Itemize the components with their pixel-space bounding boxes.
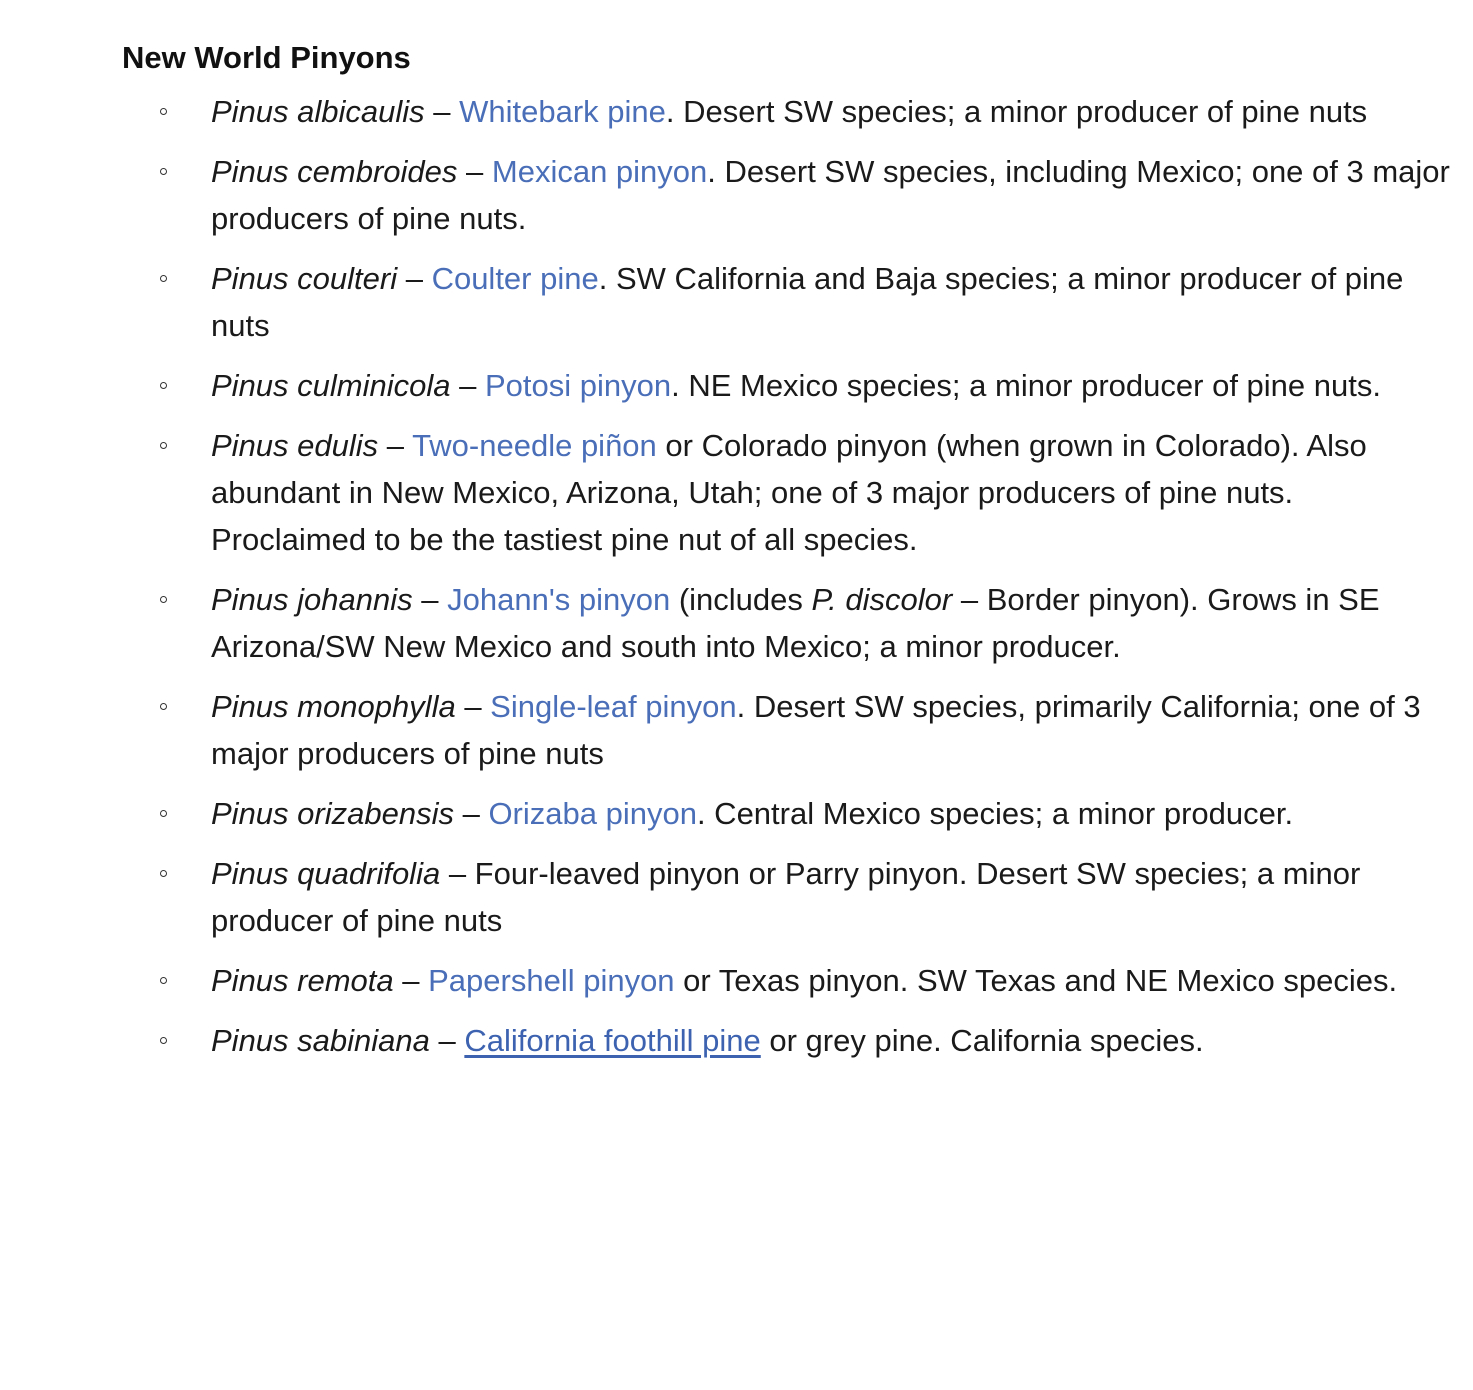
list-item-pinus-orizabensis bbox=[122, 790, 1452, 837]
list-item-pinus-johannis bbox=[122, 576, 1452, 670]
list-item-pinus-cembroides bbox=[122, 148, 1452, 242]
hollow-circle-bullet-icon bbox=[160, 382, 167, 389]
list-item-pinus-coulteri bbox=[122, 255, 1452, 349]
dash: – bbox=[412, 582, 448, 617]
description: . Desert SW species, including Mexico; one of 3 major producers of pine nuts. bbox=[211, 154, 1450, 236]
description: . SW California and Baja species; a minor producer of pine nuts bbox=[211, 261, 1404, 343]
scientific-name: Pinus sabiniana bbox=[211, 1023, 430, 1058]
hollow-circle-bullet-icon bbox=[160, 168, 167, 175]
species-list bbox=[122, 88, 1452, 1064]
list-item-pinus-culminicola bbox=[122, 362, 1452, 409]
hollow-circle-bullet-icon bbox=[160, 1037, 167, 1044]
common-name-link[interactable]: Mexican pinyon bbox=[491, 154, 708, 189]
related-scientific-name: P. discolor bbox=[811, 582, 953, 617]
scientific-name: Pinus culminicola bbox=[211, 368, 451, 403]
description: . Desert SW species; a minor producer of pine nuts bbox=[665, 94, 1368, 129]
new-world-pinyons-section bbox=[122, 36, 1452, 1077]
list-item-pinus-monophylla bbox=[122, 683, 1452, 777]
hollow-circle-bullet-icon bbox=[160, 870, 167, 877]
list-item-pinus-sabiniana bbox=[122, 1017, 1452, 1064]
list-item-pinus-edulis bbox=[122, 422, 1452, 563]
scientific-name: Pinus edulis bbox=[211, 428, 379, 463]
dash: – bbox=[429, 1023, 465, 1058]
description: . NE Mexico species; a minor producer of pine nuts. bbox=[671, 368, 1381, 403]
scientific-name: Pinus albicaulis bbox=[211, 94, 425, 129]
common-name-link[interactable]: Papershell pinyon bbox=[428, 963, 675, 998]
common-name-link[interactable]: Orizaba pinyon bbox=[488, 796, 697, 831]
list-item-pinus-remota bbox=[122, 957, 1452, 1004]
dash: – bbox=[450, 368, 485, 403]
dash: – bbox=[457, 154, 492, 189]
scientific-name: Pinus johannis bbox=[211, 582, 413, 617]
hollow-circle-bullet-icon bbox=[160, 442, 167, 449]
description-part-b: – Border pinyon). Grows in SE Arizona/SW New Mexico and south into Mexico; a minor producer. bbox=[211, 582, 1380, 664]
common-name-link[interactable]: Two-needle piñon bbox=[412, 428, 657, 463]
scientific-name: Pinus quadrifolia bbox=[211, 856, 441, 891]
list-item-pinus-albicaulis bbox=[122, 88, 1452, 135]
hollow-circle-bullet-icon bbox=[160, 596, 167, 603]
dash: – bbox=[440, 856, 475, 891]
dash: – bbox=[453, 796, 489, 831]
scientific-name: Pinus coulteri bbox=[211, 261, 398, 296]
description: or Colorado pinyon (when grown in Colorado). Also abundant in New Mexico, Arizona, Utah; one of 3 major producers of pine nuts. Proclaimed to be the tastiest pine nut of all species. bbox=[211, 428, 1367, 557]
description: or Texas pinyon. SW Texas and NE Mexico species. bbox=[674, 963, 1398, 998]
dash: – bbox=[378, 428, 413, 463]
common-name-link[interactable]: Potosi pinyon bbox=[484, 368, 672, 403]
description: or grey pine. California species. bbox=[760, 1023, 1204, 1058]
section-title: New World Pinyons bbox=[122, 40, 411, 75]
list-item-pinus-quadrifolia bbox=[122, 850, 1452, 944]
description: . Central Mexico species; a minor producer. bbox=[696, 796, 1294, 831]
hollow-circle-bullet-icon bbox=[160, 108, 167, 115]
common-name-link[interactable]: California foothill pine bbox=[464, 1023, 761, 1058]
description-part-a: (includes bbox=[670, 582, 812, 617]
description: . Desert SW species, primarily California; one of 3 major producers of pine nuts bbox=[211, 689, 1421, 771]
dash: – bbox=[397, 261, 432, 296]
scientific-name: Pinus monophylla bbox=[211, 689, 456, 724]
scientific-name: Pinus remota bbox=[211, 963, 394, 998]
dash: – bbox=[455, 689, 491, 724]
hollow-circle-bullet-icon bbox=[160, 703, 167, 710]
dash: – bbox=[393, 963, 429, 998]
common-name-link[interactable]: Coulter pine bbox=[431, 261, 599, 296]
scientific-name: Pinus orizabensis bbox=[211, 796, 454, 831]
hollow-circle-bullet-icon bbox=[160, 810, 167, 817]
common-name-link[interactable]: Johann's pinyon bbox=[447, 582, 671, 617]
common-name-link[interactable]: Whitebark pine bbox=[459, 94, 666, 129]
hollow-circle-bullet-icon bbox=[160, 275, 167, 282]
dash: – bbox=[424, 94, 460, 129]
common-name-link[interactable]: Single-leaf pinyon bbox=[490, 689, 737, 724]
hollow-circle-bullet-icon bbox=[160, 977, 167, 984]
description: Four-leaved pinyon or Parry pinyon. Desert SW species; a minor producer of pine nuts bbox=[211, 856, 1361, 938]
scientific-name: Pinus cembroides bbox=[211, 154, 458, 189]
